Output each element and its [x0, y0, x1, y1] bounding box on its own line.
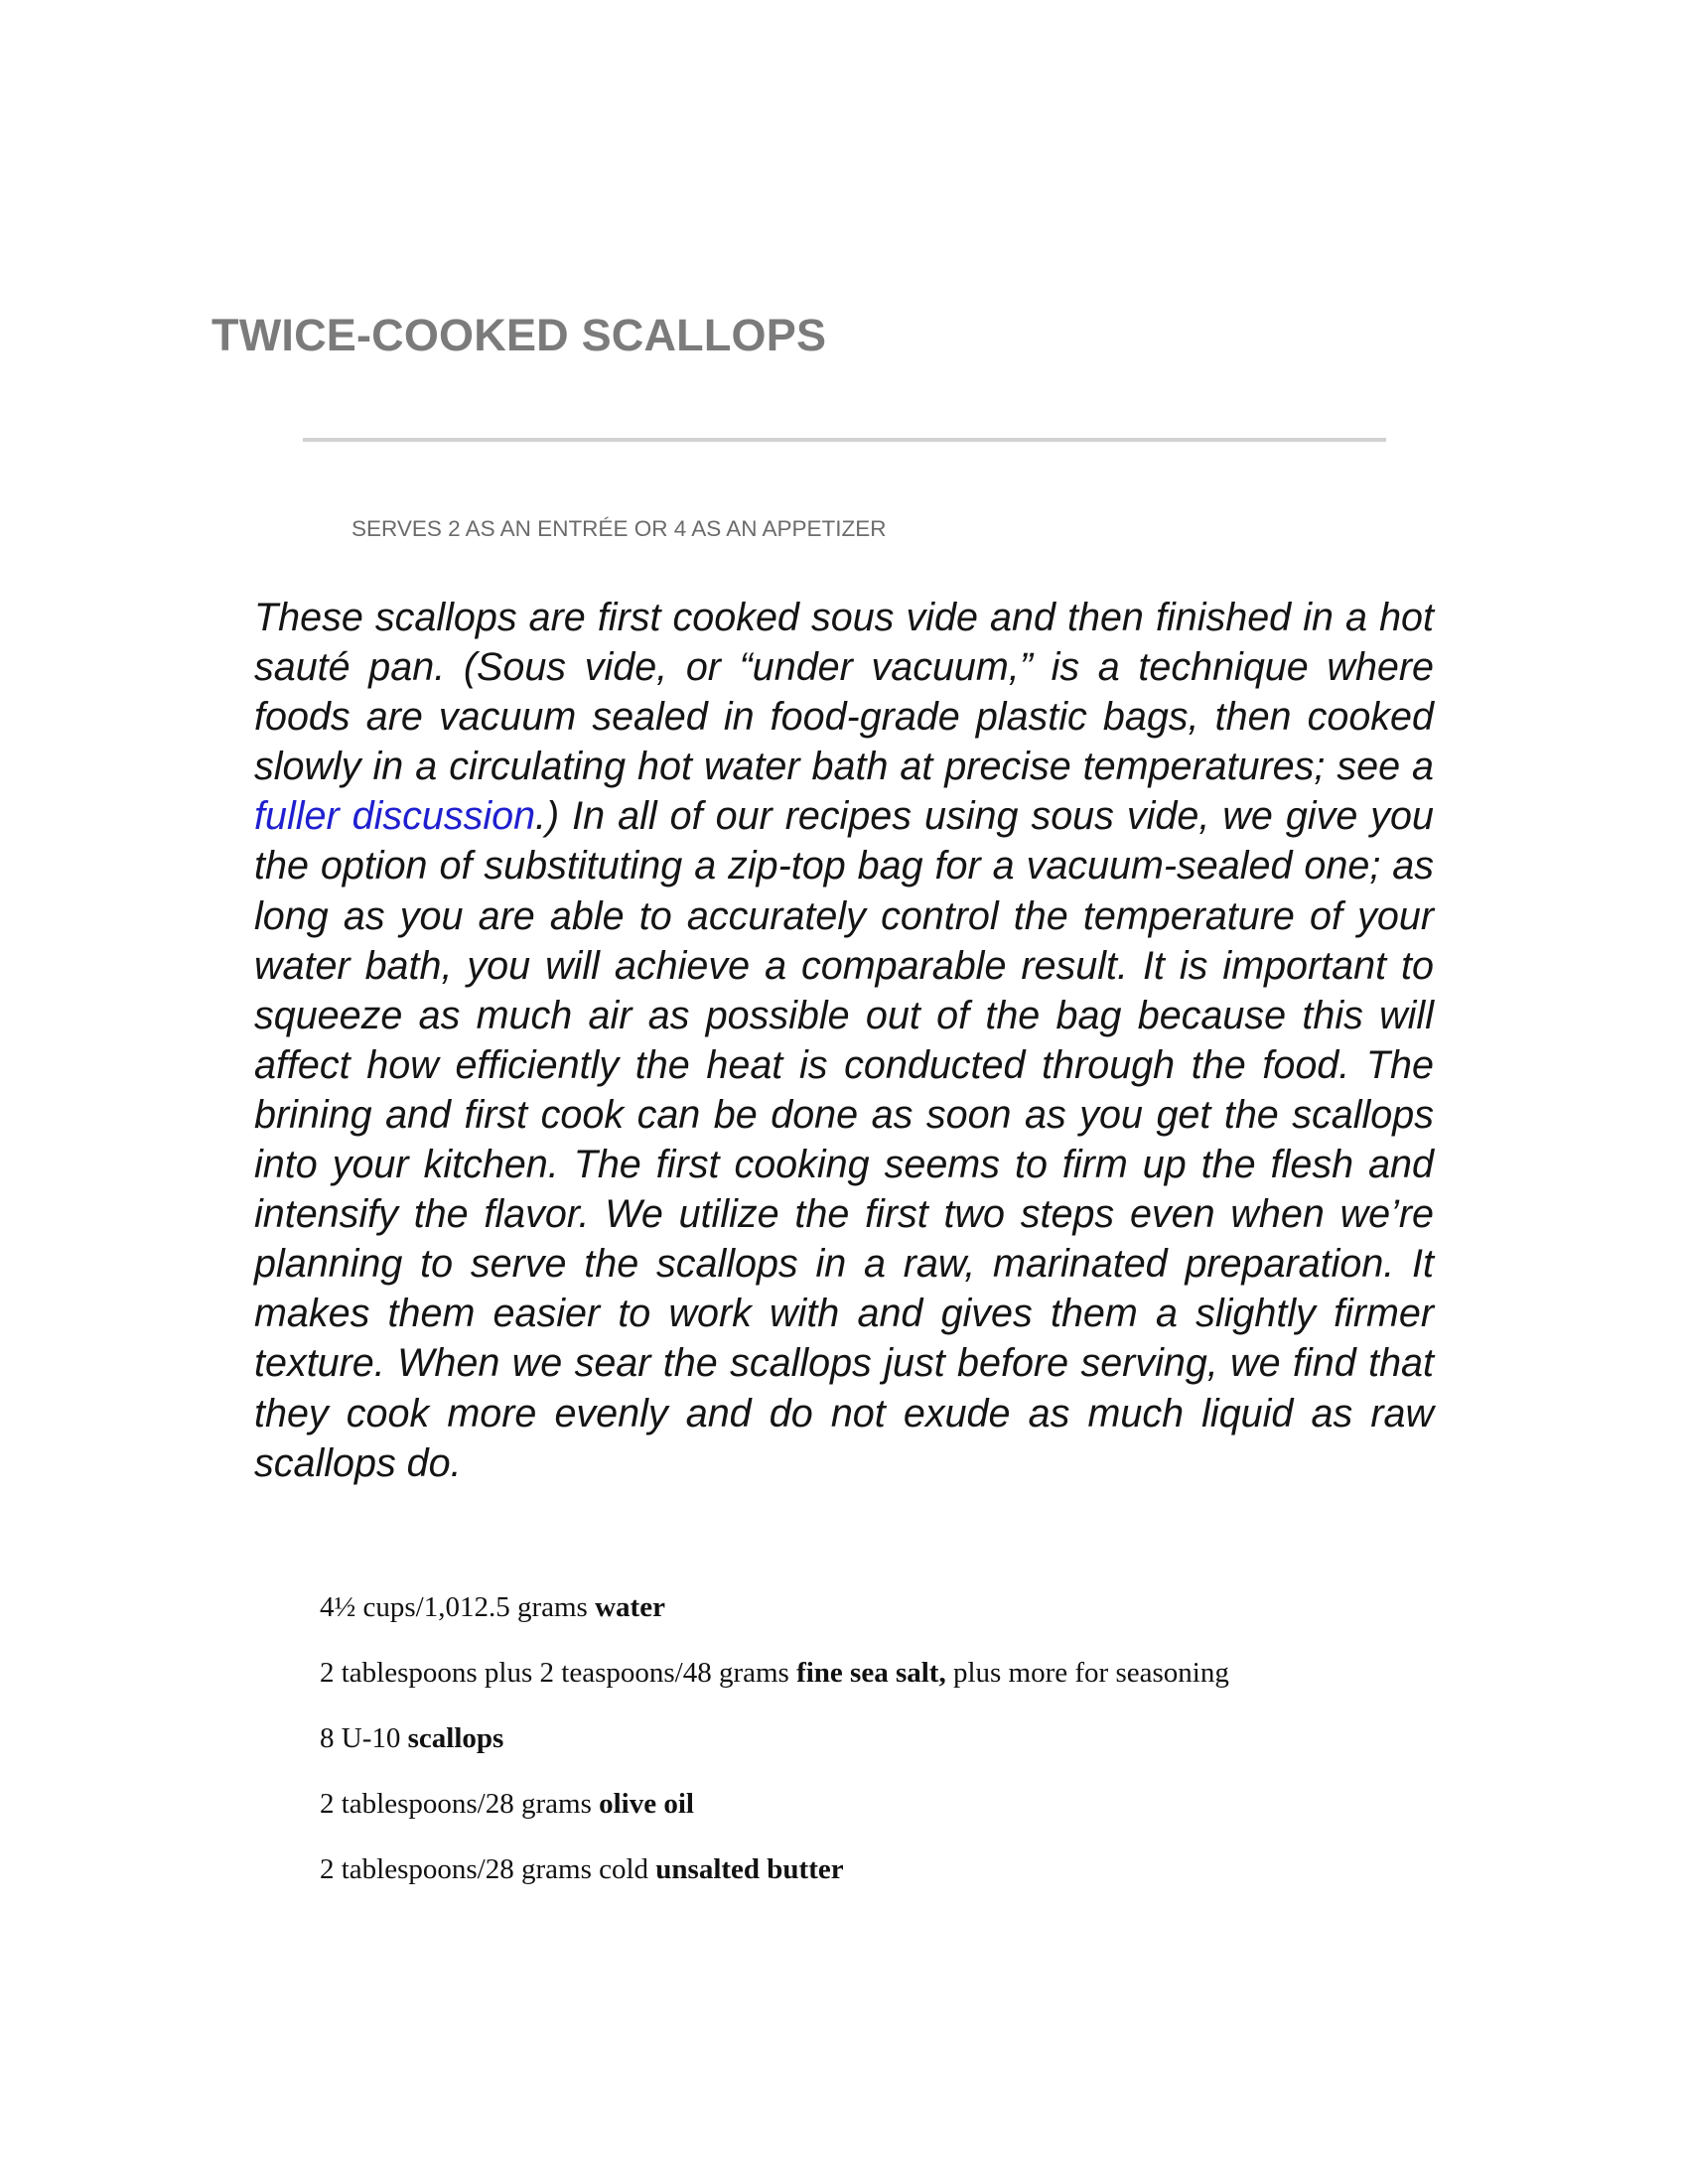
intro-text-part2: .) In all of our recipes using sous vide, we give you the option of substituting a zip-top bag for a vacuum-sealed one; as long as you are able to accurately control the temperature of your water bath, you will achieve a comparable result. It is important to squeeze as much air as possible out of the bag because this will affect how efficiently the heat is conducted through the food. The brining and first cook can be done as soon as you get the scallops into your kitchen. The first cooking seems to firm up the flesh and intensify the flavor. We utilize the first two steps even when we’re planning to serve the scallops in a raw, marinated preparation. It makes them easier to work with and gives them a slightly firmer texture. When we sear the scallops just before serving, we find that they cook more evenly and do not exude as much liquid as raw scallops do.: [254, 794, 1434, 1485]
ingredient-item: [320, 1787, 1229, 1852]
ingredient-amount: 4½ cups/1,012.5 grams: [320, 1591, 596, 1623]
ingredient-name: olive oil: [599, 1788, 694, 1820]
ingredient-name: unsalted butter: [655, 1853, 844, 1885]
ingredient-list: [320, 1590, 1229, 1918]
ingredient-item: [320, 1852, 1229, 1918]
ingredient-item: [320, 1656, 1229, 1721]
ingredient-name: water: [595, 1591, 665, 1623]
intro-paragraph: [254, 593, 1434, 1488]
fuller-discussion-link[interactable]: fuller discussion: [254, 794, 536, 839]
intro-text-part1: These scallops are first cooked sous vide and then finished in a hot sauté pan. (Sous vide, or “under vacuum,” is a technique where foods are vacuum sealed in food-grade plastic bags, then cooked slowly in a circulating hot water bath at precise temperatures; see a: [254, 596, 1434, 789]
ingredient-amount: 2 tablespoons/28 grams cold: [320, 1853, 656, 1885]
serves-note: SERVES 2 AS AN ENTRÉE OR 4 AS AN APPETIZER: [352, 516, 887, 541]
recipe-title: TWICE-COOKED SCALLOPS: [211, 310, 827, 360]
ingredient-note: plus more for seasoning: [945, 1657, 1229, 1689]
ingredient-amount: 2 tablespoons plus 2 teaspoons/48 grams: [320, 1657, 797, 1689]
ingredient-item: [320, 1721, 1229, 1787]
ingredient-name: scallops: [407, 1722, 504, 1754]
ingredient-amount: 8 U-10: [320, 1722, 408, 1754]
title-divider: [303, 438, 1386, 442]
ingredient-name: fine sea salt,: [796, 1657, 946, 1689]
ingredient-amount: 2 tablespoons/28 grams: [320, 1788, 600, 1820]
ingredient-item: [320, 1590, 1229, 1656]
